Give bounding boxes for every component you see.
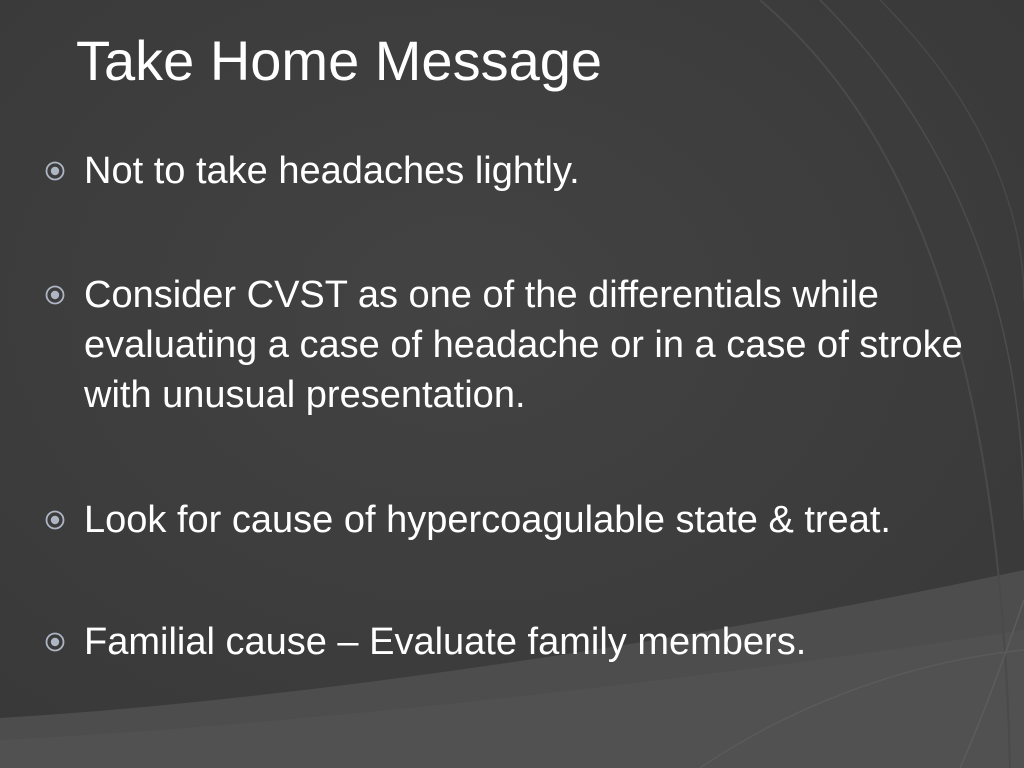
circled-dot-icon — [44, 160, 66, 182]
bullet-item — [44, 495, 1004, 545]
bullet-item — [44, 270, 1004, 420]
bullet-text: Consider CVST as one of the differentials while evaluating a case of headache or in a case of stroke with unusual presentation. — [84, 274, 963, 416]
bullet-item — [44, 617, 1004, 667]
circled-dot-icon — [44, 284, 66, 306]
circled-dot-icon — [44, 509, 66, 531]
bullet-item — [44, 146, 1004, 196]
bullet-text: Look for cause of hypercoagulable state & treat. — [84, 499, 891, 541]
bullet-text: Not to take headaches lightly. — [84, 150, 580, 192]
circled-dot-icon — [44, 631, 66, 653]
slide-title: Take Home Message — [76, 29, 603, 92]
bullet-text: Familial cause – Evaluate family members. — [84, 621, 807, 663]
